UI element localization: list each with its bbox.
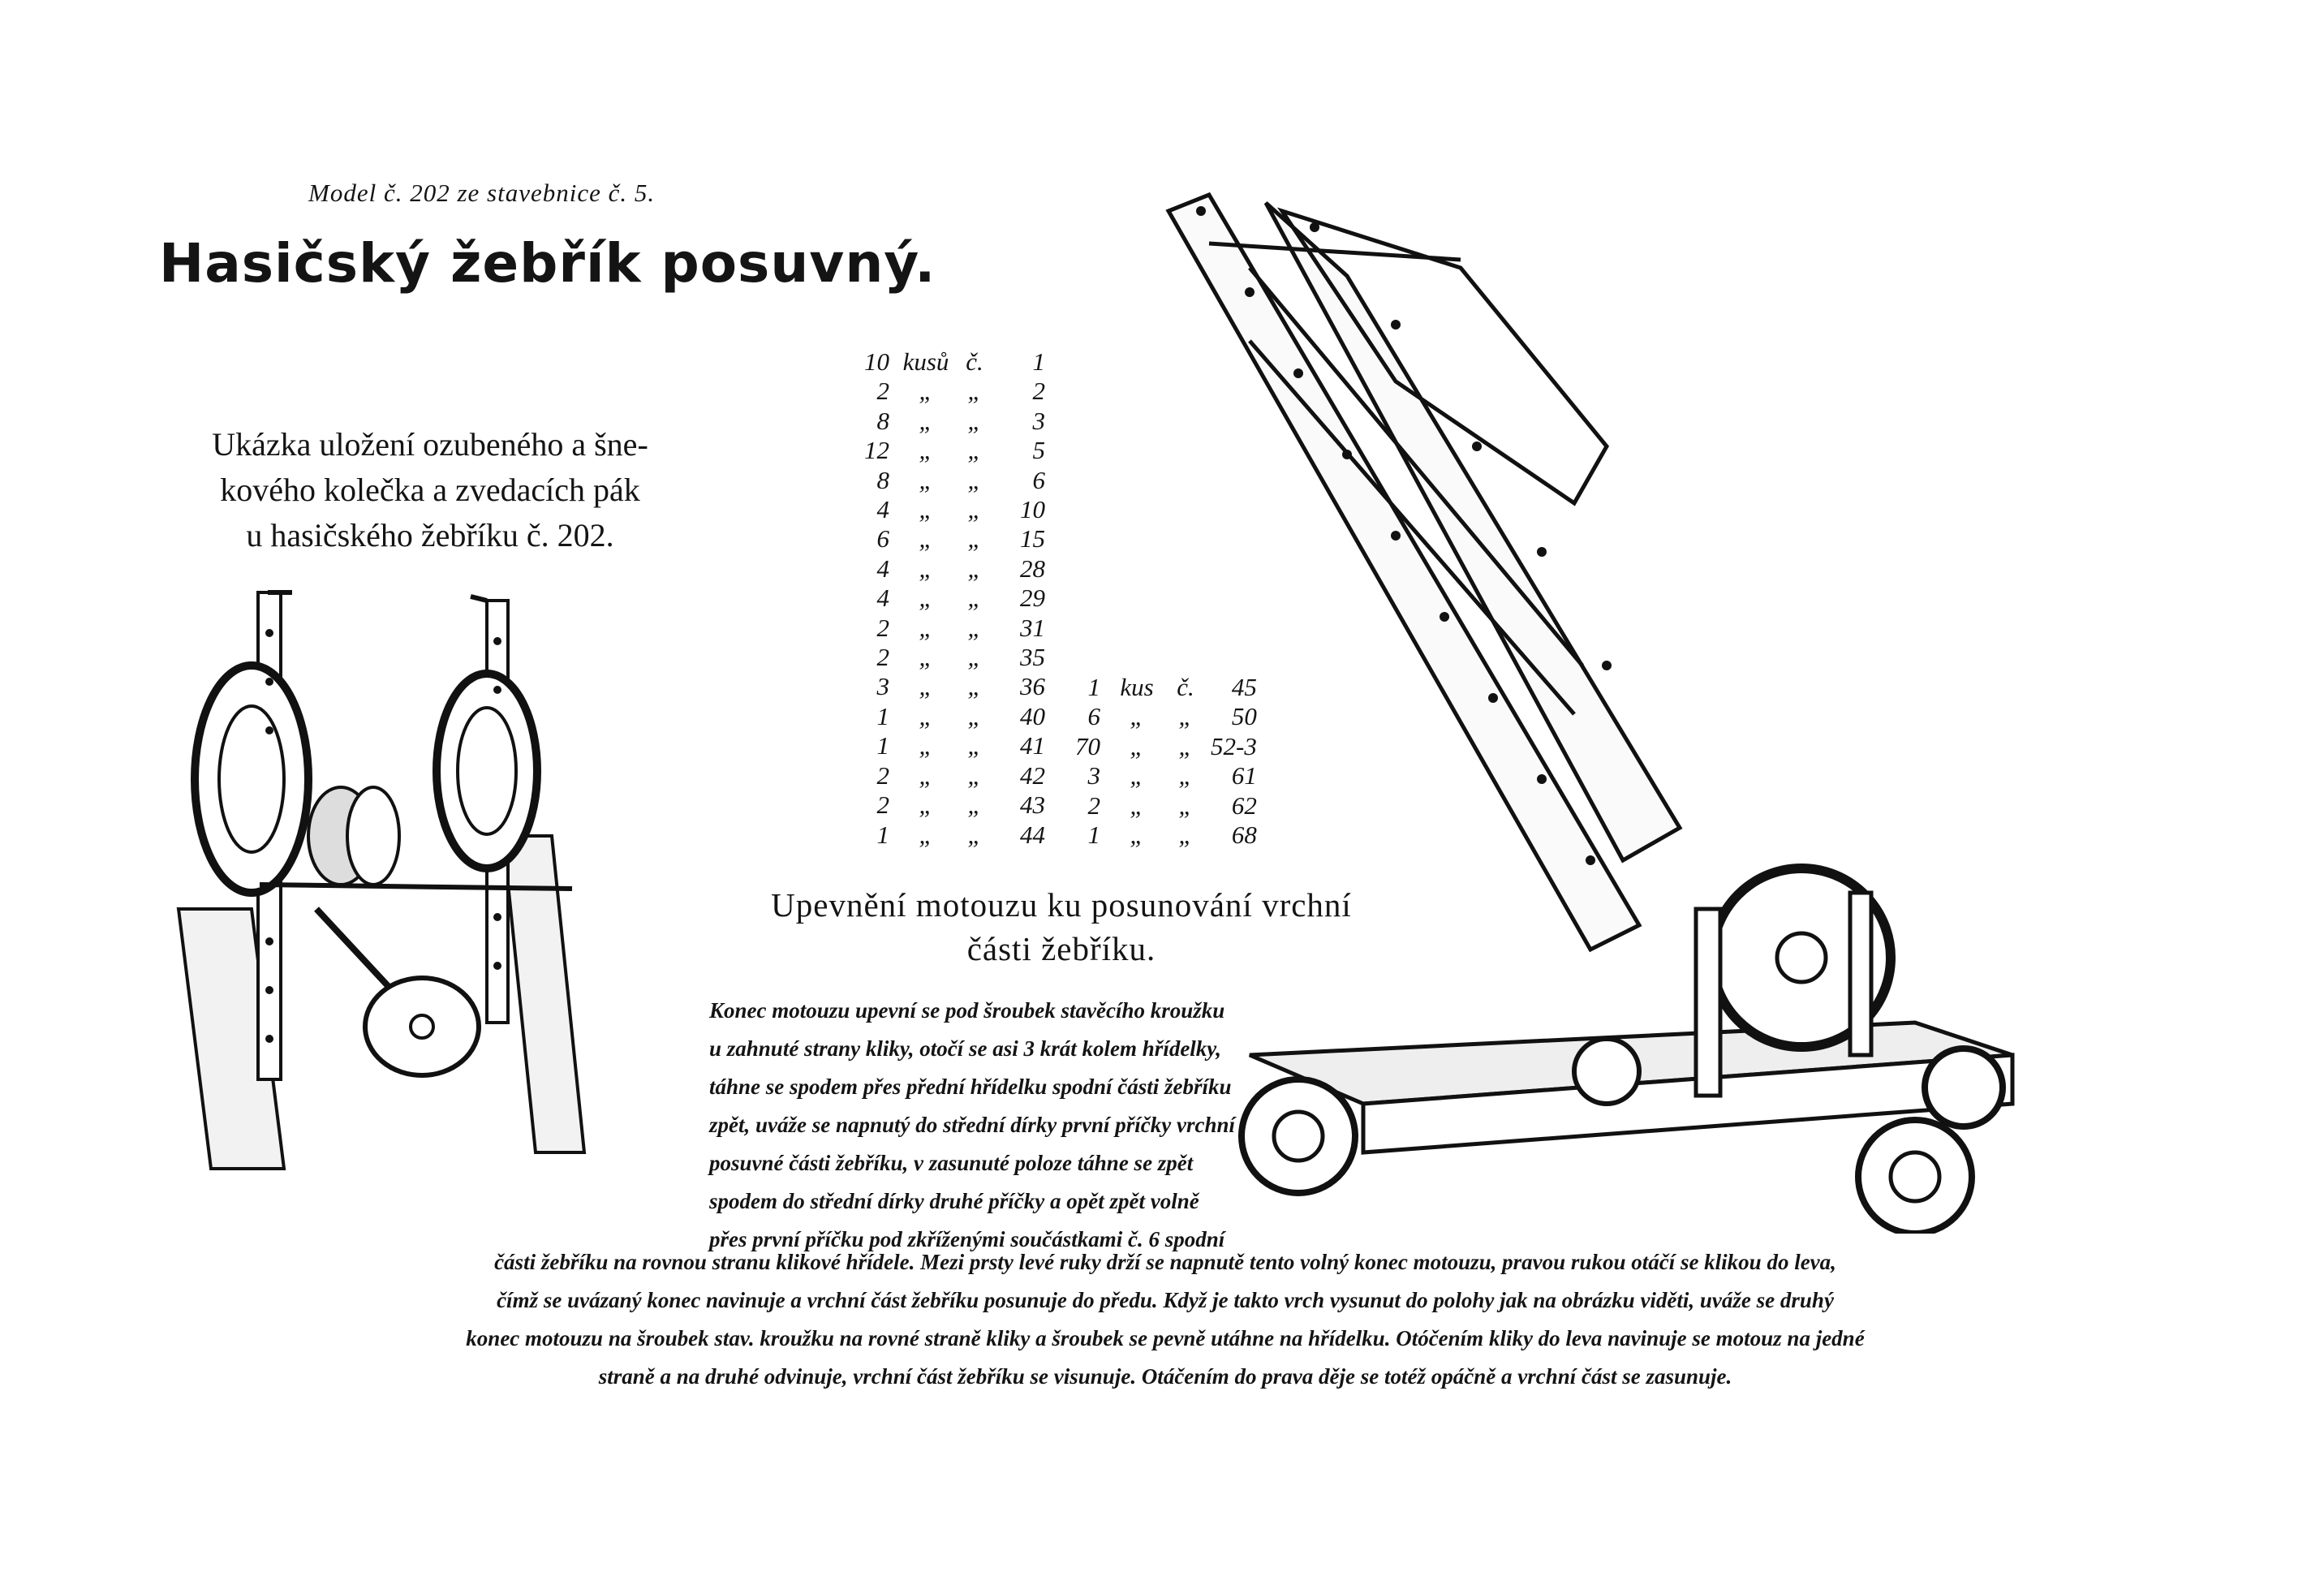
part-no-label: „ [967, 701, 982, 730]
part-unit: „ [919, 524, 933, 553]
part-count: 3 [1087, 761, 1100, 790]
part-unit: „ [919, 672, 933, 701]
part-unit: „ [919, 613, 933, 642]
parts-row [844, 554, 1052, 584]
parts-row [844, 790, 1052, 820]
part-no-label: „ [967, 465, 982, 494]
part-no-label: „ [967, 760, 982, 790]
motor-section-heading [704, 883, 1418, 971]
part-unit: „ [919, 553, 933, 583]
part-count: 2 [876, 613, 889, 642]
part-number: 62 [1231, 790, 1257, 820]
part-count: 70 [1075, 731, 1100, 760]
part-count: 2 [876, 760, 889, 790]
part-number: 6 [1032, 465, 1045, 494]
part-number: 50 [1231, 702, 1257, 731]
motor-section-continuation [159, 1243, 2171, 1396]
parts-row [844, 643, 1052, 672]
part-no-label: č. [966, 347, 983, 376]
part-count: 10 [864, 347, 889, 376]
part-count: 6 [1087, 702, 1100, 731]
parts-row [844, 761, 1052, 790]
part-unit: „ [1130, 702, 1144, 731]
paragraph-line: posuvné části žebříku, v zasunuté poloze táhne se zpět [709, 1151, 1194, 1175]
part-count: 1 [876, 820, 889, 849]
parts-row [844, 466, 1052, 495]
part-no-label: „ [967, 377, 982, 406]
part-count: 2 [1087, 790, 1100, 820]
part-no-label: „ [967, 524, 982, 553]
figure-caption-left [154, 422, 706, 558]
part-number: 41 [1020, 731, 1045, 760]
parts-row [844, 672, 1052, 701]
paragraph-line: u zahnuté strany kliky, otočí se asi 3 krát kolem hřídelky, [709, 1036, 1222, 1061]
part-no-label: „ [967, 672, 982, 701]
part-no-label: „ [967, 643, 982, 672]
part-unit: kusů [902, 347, 949, 376]
parts-row [844, 702, 1052, 731]
part-no-label: „ [1178, 761, 1193, 790]
part-count: 2 [876, 790, 889, 820]
part-unit: „ [1130, 761, 1144, 790]
part-no-label: „ [1178, 702, 1193, 731]
part-number: 5 [1032, 436, 1045, 465]
model-subtitle: Model č. 202 ze stavebnice č. 5. [308, 179, 656, 207]
part-count: 3 [876, 672, 889, 701]
parts-row [844, 436, 1052, 465]
part-count: 6 [876, 524, 889, 553]
part-no-label: „ [967, 436, 982, 465]
part-unit: „ [919, 760, 933, 790]
part-number: 10 [1020, 495, 1045, 524]
parts-row [844, 495, 1052, 524]
part-no-label: „ [967, 495, 982, 524]
part-count: 8 [876, 406, 889, 435]
part-number: 28 [1020, 553, 1045, 583]
heading-line: části žebříku. [966, 930, 1156, 967]
caption-line: kového kolečka a zvedacích pák [220, 472, 640, 508]
parts-row [844, 584, 1052, 613]
part-number: 31 [1020, 613, 1045, 642]
part-unit: „ [919, 790, 933, 820]
part-number: 3 [1032, 406, 1045, 435]
part-unit: „ [919, 436, 933, 465]
parts-row [844, 820, 1052, 850]
part-count: 1 [876, 701, 889, 730]
part-unit: „ [919, 584, 933, 613]
part-number: 29 [1020, 584, 1045, 613]
paragraph-line: táhne se spodem přes přední hřídelku spodní části žebříku [709, 1075, 1232, 1099]
part-number: 44 [1020, 820, 1045, 849]
part-unit: „ [1130, 820, 1144, 850]
paragraph-line: čímž se uvázaný konec navinuje a vrchní část žebříku posunuje do předu. Když je takto vrch vysunut do polohy jak na obrázku viděti, uváže se druhý [497, 1288, 1834, 1312]
part-no-label: „ [1178, 820, 1193, 850]
part-count: 12 [864, 436, 889, 465]
caption-line: Ukázka uložení ozubeného a šne- [212, 426, 648, 463]
parts-row [844, 524, 1052, 553]
part-number: 61 [1231, 761, 1257, 790]
part-number: 15 [1020, 524, 1045, 553]
parts-row [844, 377, 1052, 406]
part-number: 1 [1032, 347, 1045, 376]
part-number: 40 [1020, 701, 1045, 730]
part-number: 45 [1231, 673, 1257, 701]
part-no-label: „ [967, 820, 982, 849]
paragraph-line: konec motouzu na šroubek stav. kroužku na rovné straně kliky a šroubek se pevně utáhne na hřídelku. Otóčením kliky do leva navinuje se motouz na jedné [466, 1326, 1865, 1350]
gear-mechanism-illustration [162, 568, 665, 1185]
part-count: 1 [1087, 820, 1100, 850]
parts-row [844, 407, 1052, 436]
paragraph-line: spodem do střední dírky druhé příčky a opět zpět volně [709, 1189, 1199, 1213]
paragraph-line: zpět, uváže se napnutý do střední dírky první příčky vrchní [709, 1113, 1236, 1137]
part-no-label: „ [967, 584, 982, 613]
paragraph-line: Konec motouzu upevní se pod šroubek stavěcího kroužku [709, 998, 1225, 1023]
part-unit: „ [919, 820, 933, 849]
part-unit: „ [919, 465, 933, 494]
part-no-label: „ [967, 613, 982, 642]
page-title: Hasičský žebřík posuvný. [159, 232, 936, 295]
paragraph-line: části žebříku na rovnou stranu klikové hřídele. Mezi prsty levé ruky drží se napnutě tento volný konec motouzu, pravou rukou otáčí se klikou do leva, [494, 1250, 1836, 1274]
part-count: 2 [876, 377, 889, 406]
part-unit: „ [919, 406, 933, 435]
part-number: 43 [1020, 790, 1045, 820]
part-no-label: „ [967, 731, 982, 760]
part-count: 8 [876, 465, 889, 494]
part-count: 4 [876, 553, 889, 583]
part-number: 36 [1020, 672, 1045, 701]
part-unit: kus [1120, 673, 1154, 701]
part-count: 4 [876, 584, 889, 613]
part-no-label: „ [967, 553, 982, 583]
part-count: 4 [876, 495, 889, 524]
parts-list-left [844, 347, 1052, 850]
part-number: 2 [1032, 377, 1045, 406]
part-no-label: „ [1178, 731, 1193, 760]
part-number: 68 [1231, 820, 1257, 850]
part-count: 1 [1087, 673, 1100, 701]
part-count: 2 [876, 643, 889, 672]
part-unit: „ [1130, 790, 1144, 820]
part-no-label: „ [1178, 790, 1193, 820]
part-count: 1 [876, 731, 889, 760]
paragraph-line: přes první příčku pod zkříženými součástkami č. 6 spodní [709, 1227, 1225, 1251]
part-number: 35 [1020, 643, 1045, 672]
part-unit: „ [1130, 731, 1144, 760]
parts-row [844, 731, 1052, 760]
part-unit: „ [919, 377, 933, 406]
part-no-label: č. [1177, 673, 1194, 701]
part-unit: „ [919, 643, 933, 672]
part-unit: „ [919, 701, 933, 730]
paragraph-line: straně a na druhé odvinuje, vrchní část žebříku se visunuje. Otáčením do prava děje se totéž opáčně a vrchní část se zasunuje. [598, 1364, 1732, 1389]
part-no-label: „ [967, 406, 982, 435]
part-unit: „ [919, 495, 933, 524]
parts-row [844, 347, 1052, 377]
motor-section-paragraph [709, 992, 1407, 1259]
part-number: 52-3 [1211, 731, 1257, 760]
heading-line: Upevnění motouzu ku posunování vrchní [771, 886, 1352, 924]
part-unit: „ [919, 731, 933, 760]
part-no-label: „ [967, 790, 982, 820]
parts-row [844, 614, 1052, 643]
part-number: 42 [1020, 760, 1045, 790]
caption-line: u hasičského žebříku č. 202. [246, 517, 614, 553]
